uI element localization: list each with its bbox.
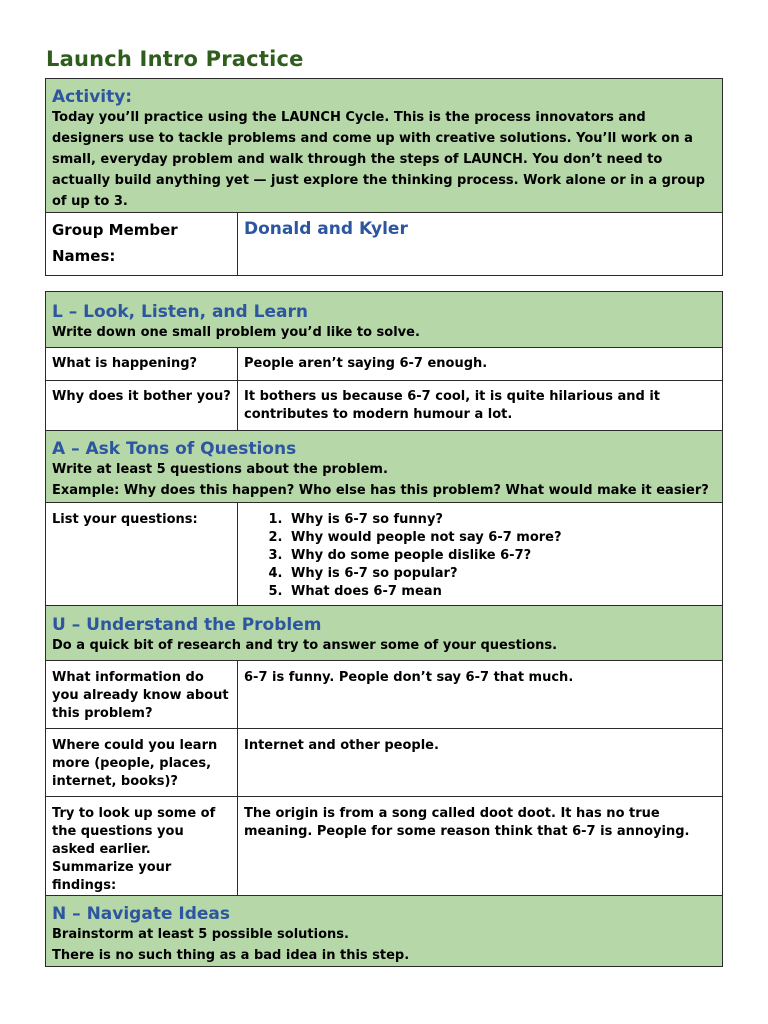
- u-row-answer[interactable]: 6-7 is funny. People don’t say 6-7 that much.: [238, 661, 723, 729]
- section-l-title: L – Look, Listen, and Learn: [52, 302, 308, 322]
- activity-heading: Activity:: [52, 87, 133, 107]
- l-row-answer[interactable]: People aren’t saying 6-7 enough.: [238, 348, 723, 381]
- l-row-answer[interactable]: It bothers us because 6-7 cool, it is quite hilarious and it contributes to modern humour a lot.: [238, 381, 723, 431]
- section-a-desc: Write at least 5 questions about the problem.: [52, 462, 388, 477]
- launch-table: [45, 291, 723, 967]
- section-n-title: N – Navigate Ideas: [52, 904, 231, 924]
- section-l-desc: Write down one small problem you’d like to solve.: [52, 325, 420, 340]
- group-member-names: Donald and Kyler: [244, 219, 408, 239]
- section-a-header: [46, 431, 723, 503]
- u-row-answer[interactable]: The origin is from a song called doot doot. It has no true meaning. People for some reason think that 6-7 is annoying.: [238, 797, 723, 896]
- u-row-answer[interactable]: Internet and other people.: [238, 729, 723, 797]
- section-u-title: U – Understand the Problem: [52, 615, 322, 635]
- section-a-example: Example: Why does this happen? Who else has this problem? What would make it easier?: [52, 483, 709, 498]
- list-item: 2. Why would people not say 6-7 more?: [287, 529, 716, 547]
- u-row-label: What information do you already know about this problem?: [46, 661, 238, 729]
- section-a-title: A – Ask Tons of Questions: [52, 439, 297, 459]
- question-list: [244, 511, 716, 601]
- list-item: 4. Why is 6-7 so popular?: [287, 565, 716, 583]
- section-u-header: [46, 606, 723, 661]
- u-row-label: Try to look up some of the questions you asked earlier. Summarize your findings:: [46, 797, 238, 896]
- list-item: 1. Why is 6-7 so funny?: [287, 511, 716, 529]
- l-row-label: Why does it bother you?: [46, 381, 238, 431]
- group-member-value-cell[interactable]: [238, 213, 723, 276]
- activity-cell: [46, 79, 723, 213]
- l-row-label: What is happening?: [46, 348, 238, 381]
- activity-text: Today you’ll practice using the LAUNCH Cycle. This is the process innovators and designers use to tackle problems and come up with creative solutions. You’ll work on a small, everyday problem and walk through the steps of LAUNCH. You don’t need to actually build anything yet — just explore the thinking process. Work alone or in a group of up to 3.: [52, 110, 705, 209]
- section-l-header: [46, 292, 723, 348]
- section-u-desc: Do a quick bit of research and try to answer some of your questions.: [52, 638, 558, 653]
- group-member-label: Group Member Names:: [46, 213, 238, 276]
- page-title: Launch Intro Practice: [46, 47, 304, 71]
- a-questions-cell[interactable]: [238, 503, 723, 606]
- u-row-label: Where could you learn more (people, places, internet, books)?: [46, 729, 238, 797]
- list-item: 5. What does 6-7 mean: [287, 583, 716, 601]
- activity-table: [45, 78, 723, 276]
- section-n-note: There is no such thing as a bad idea in this step.: [52, 948, 410, 963]
- section-n-header: [46, 896, 723, 967]
- list-item: 3. Why do some people dislike 6-7?: [287, 547, 716, 565]
- a-questions-label: List your questions:: [46, 503, 238, 606]
- section-n-desc: Brainstorm at least 5 possible solutions.: [52, 927, 349, 942]
